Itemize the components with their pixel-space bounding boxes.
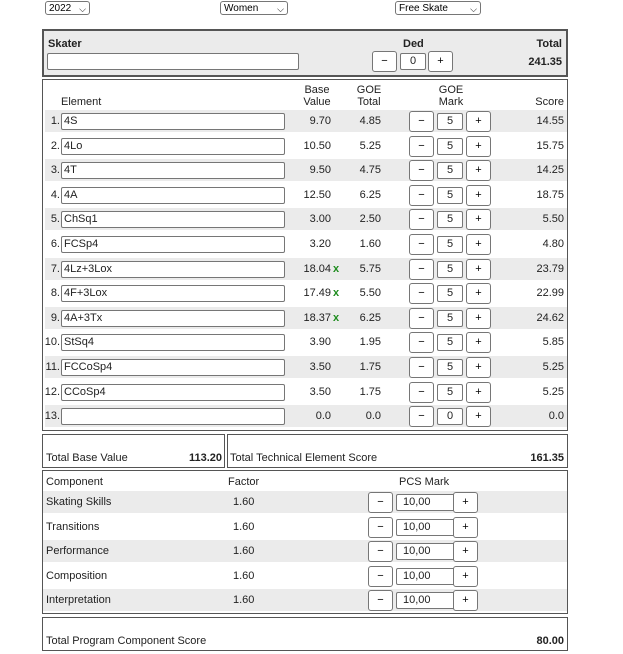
goe-minus-button[interactable]: − [409, 111, 434, 132]
element-base-value: 9.70 [309, 115, 331, 127]
element-goe-total: 4.85 [359, 115, 381, 127]
goe-minus-button[interactable]: − [409, 209, 434, 230]
goe-mark-input[interactable]: 5 [437, 138, 463, 155]
element-goe-total: 5.75 [359, 263, 381, 275]
ded-input[interactable]: 0 [400, 53, 426, 70]
element-number: 9. [50, 312, 60, 324]
element-code-input[interactable]: ChSq1 [61, 211, 285, 228]
pcs-mark-input[interactable]: 10,00 [396, 592, 460, 609]
goe-minus-button[interactable]: − [409, 234, 434, 255]
component-factor: 1.60 [233, 521, 255, 533]
pcs-minus-button[interactable]: − [368, 492, 393, 513]
chevron-down-icon: ⌵ [277, 4, 284, 14]
pcs-plus-button[interactable]: + [453, 566, 478, 587]
element-code-input[interactable]: CCoSp4 [61, 384, 285, 401]
element-goe-total: 2.50 [359, 213, 381, 225]
goe-plus-button[interactable]: + [466, 259, 491, 280]
goe-plus-button[interactable]: + [466, 308, 491, 329]
element-goe-total: 5.50 [359, 287, 381, 299]
element-goe-total: 6.25 [359, 312, 381, 324]
element-number: 6. [50, 238, 60, 250]
goe-plus-button[interactable]: + [466, 111, 491, 132]
pcs-minus-button[interactable]: − [368, 566, 393, 587]
goe-plus-button[interactable]: + [466, 283, 491, 304]
pcs-mark-input[interactable]: 10,00 [396, 519, 460, 536]
col-element: Element [61, 96, 102, 108]
element-code-input[interactable]: 4T [61, 162, 285, 179]
pcs-row [43, 491, 567, 513]
element-score: 4.80 [542, 238, 564, 250]
goe-mark-input[interactable]: 5 [437, 310, 463, 327]
year-select-value: 2022 [49, 3, 72, 14]
goe-mark-input[interactable]: 5 [437, 384, 463, 401]
bonus-marker: x [333, 312, 340, 324]
goe-plus-button[interactable]: + [466, 234, 491, 255]
element-base-value: 9.50 [309, 164, 331, 176]
pcs-plus-button[interactable]: + [453, 492, 478, 513]
segment-select[interactable] [395, 1, 481, 15]
goe-mark-input[interactable]: 0 [437, 408, 463, 425]
col-goe-total-2: Total [357, 96, 381, 108]
element-goe-total: 1.60 [359, 238, 381, 250]
goe-minus-button[interactable]: − [409, 406, 434, 427]
bonus-marker: x [333, 263, 340, 275]
pcs-minus-button[interactable]: − [368, 517, 393, 538]
pcs-minus-button[interactable]: − [368, 590, 393, 611]
goe-mark-input[interactable]: 5 [437, 113, 463, 130]
goe-mark-input[interactable]: 5 [437, 187, 463, 204]
col-base-value-2: Value [303, 96, 331, 108]
element-base-value: 0.0 [315, 410, 331, 422]
element-score: 18.75 [536, 189, 564, 201]
ded-label: Ded [403, 38, 424, 50]
element-code-input[interactable]: 4Lz+3Lox [61, 261, 285, 278]
goe-mark-input[interactable]: 5 [437, 261, 463, 278]
segment-select-value: Free Skate [399, 3, 448, 14]
element-number: 5. [50, 213, 60, 225]
goe-minus-button[interactable]: − [409, 357, 434, 378]
gender-select-value: Women [224, 3, 259, 14]
goe-minus-button[interactable]: − [409, 185, 434, 206]
component-factor: 1.60 [233, 594, 255, 606]
element-goe-total: 1.95 [359, 336, 381, 348]
total-base-value: 113.20 [188, 452, 222, 464]
goe-minus-button[interactable]: − [409, 283, 434, 304]
goe-mark-input[interactable]: 5 [437, 236, 463, 253]
element-base-value: 3.20 [309, 238, 331, 250]
element-score: 5.50 [542, 213, 564, 225]
goe-plus-button[interactable]: + [466, 185, 491, 206]
pcs-total-value: 80.00 [536, 635, 564, 647]
pcs-plus-button[interactable]: + [453, 590, 478, 611]
element-base-value: 3.90 [309, 336, 331, 348]
goe-plus-button[interactable]: + [466, 406, 491, 427]
element-score: 14.55 [536, 115, 564, 127]
skater-label: Skater [48, 38, 82, 50]
element-base-value: 3.50 [309, 386, 331, 398]
pcs-total-label: Total Program Component Score [46, 635, 207, 647]
goe-mark-input[interactable]: 5 [437, 211, 463, 228]
component-name: Composition [46, 570, 108, 582]
element-number: 3. [50, 164, 60, 176]
pcs-row [43, 589, 567, 611]
col-goe-mark-1: GOE [438, 84, 464, 96]
component-name: Performance [46, 545, 109, 557]
element-score: 23.79 [536, 263, 564, 275]
pcs-minus-button[interactable]: − [368, 541, 393, 562]
year-select[interactable] [45, 1, 90, 15]
goe-plus-button[interactable]: + [466, 332, 491, 353]
element-code-input[interactable]: 4S [61, 113, 285, 130]
element-score: 22.99 [536, 287, 564, 299]
element-number: 13. [44, 410, 60, 422]
gender-select[interactable] [220, 1, 288, 15]
element-number: 2. [50, 140, 60, 152]
pcs-row [43, 540, 567, 562]
element-goe-total: 1.75 [359, 361, 381, 373]
element-number: 10. [44, 336, 60, 348]
element-score: 5.85 [542, 336, 564, 348]
element-code-input[interactable] [61, 408, 285, 425]
goe-mark-input[interactable]: 5 [437, 162, 463, 179]
goe-plus-button[interactable]: + [466, 382, 491, 403]
pcs-mark-input[interactable]: 10,00 [396, 494, 460, 511]
goe-plus-button[interactable]: + [466, 136, 491, 157]
skater-name-input[interactable] [47, 53, 299, 70]
goe-mark-input[interactable]: 5 [437, 285, 463, 302]
ded-minus-button[interactable]: − [372, 51, 397, 72]
element-code-input[interactable]: 4A+3Tx [61, 310, 285, 327]
total-value: 241.35 [528, 56, 562, 68]
goe-plus-button[interactable]: + [466, 160, 491, 181]
goe-minus-button[interactable]: − [409, 160, 434, 181]
element-base-value: 12.50 [303, 189, 331, 201]
ded-plus-button[interactable]: + [428, 51, 453, 72]
element-number: 4. [50, 189, 60, 201]
col-goe-mark-2: Mark [438, 96, 464, 108]
element-base-value: 3.50 [309, 361, 331, 373]
element-goe-total: 6.25 [359, 189, 381, 201]
bonus-marker: x [333, 287, 340, 299]
element-code-input[interactable]: FCCoSp4 [61, 359, 285, 376]
tes-value: 161.35 [530, 452, 564, 464]
goe-plus-button[interactable]: + [466, 209, 491, 230]
element-score: 24.62 [536, 312, 564, 324]
element-score: 14.25 [536, 164, 564, 176]
pcs-plus-button[interactable]: + [453, 541, 478, 562]
goe-mark-input[interactable]: 5 [437, 359, 463, 376]
col-goe-total-1: GOE [356, 84, 382, 96]
element-code-input[interactable]: 4F+3Lox [61, 285, 285, 302]
chevron-down-icon: ⌵ [79, 4, 86, 14]
element-code-input[interactable]: 4A [61, 187, 285, 204]
element-number: 1. [50, 115, 60, 127]
pcs-mark-input[interactable]: 10,00 [396, 543, 460, 560]
element-goe-total: 0.0 [365, 410, 381, 422]
goe-mark-input[interactable]: 5 [437, 334, 463, 351]
element-number: 11. [45, 361, 60, 373]
col-pcs-mark: PCS Mark [399, 476, 450, 488]
element-code-input[interactable]: 4Lo [61, 138, 285, 155]
goe-minus-button[interactable]: − [409, 259, 434, 280]
element-goe-total: 5.25 [359, 140, 381, 152]
component-factor: 1.60 [233, 545, 255, 557]
element-score: 5.25 [542, 361, 564, 373]
total-base-value-label: Total Base Value [46, 452, 128, 464]
element-code-input[interactable]: FCSp4 [61, 236, 285, 253]
total-label: Total [536, 38, 562, 50]
element-number: 7. [50, 263, 60, 275]
element-base-value: 17.49 [303, 287, 331, 299]
component-factor: 1.60 [233, 570, 255, 582]
goe-plus-button[interactable]: + [466, 357, 491, 378]
col-factor: Factor [228, 476, 260, 488]
element-base-value: 18.04 [303, 263, 331, 275]
element-base-value: 18.37 [303, 312, 331, 324]
goe-minus-button[interactable]: − [409, 308, 434, 329]
chevron-down-icon: ⌵ [470, 4, 477, 14]
goe-minus-button[interactable]: − [409, 382, 434, 403]
element-code-input[interactable]: StSq4 [61, 334, 285, 351]
element-score: 0.0 [548, 410, 564, 422]
goe-minus-button[interactable]: − [409, 332, 434, 353]
element-score: 5.25 [542, 386, 564, 398]
element-score: 15.75 [536, 140, 564, 152]
element-goe-total: 4.75 [359, 164, 381, 176]
component-name: Interpretation [46, 594, 111, 606]
element-base-value: 10.50 [303, 140, 331, 152]
element-number: 8. [50, 287, 60, 299]
component-name: Skating Skills [46, 496, 112, 508]
component-name: Transitions [46, 521, 100, 533]
element-number: 12. [44, 386, 60, 398]
col-base-value-1: Base [304, 84, 330, 96]
tes-label: Total Technical Element Score [230, 452, 378, 464]
col-component: Component [46, 476, 103, 488]
pcs-mark-input[interactable]: 10,00 [396, 568, 460, 585]
col-score: Score [535, 96, 564, 108]
element-goe-total: 1.75 [359, 386, 381, 398]
pcs-plus-button[interactable]: + [453, 517, 478, 538]
element-base-value: 3.00 [309, 213, 331, 225]
component-factor: 1.60 [233, 496, 255, 508]
goe-minus-button[interactable]: − [409, 136, 434, 157]
